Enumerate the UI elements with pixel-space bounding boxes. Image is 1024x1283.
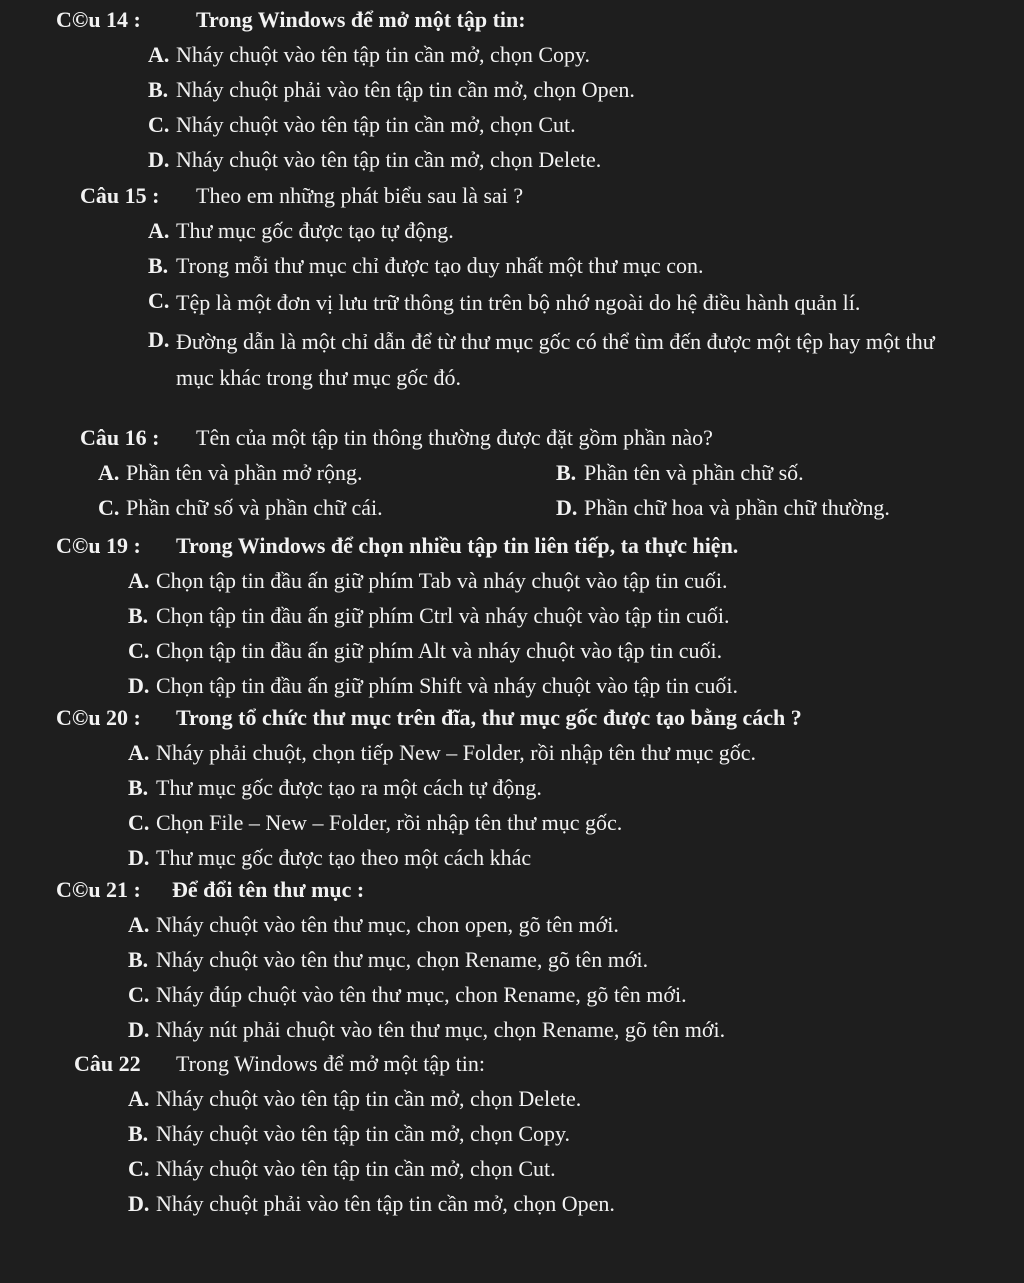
option-letter: D. <box>128 845 150 870</box>
question-header <box>80 422 1014 454</box>
option-d <box>556 492 1014 524</box>
option-c <box>128 635 738 667</box>
option-text: Thư mục gốc được tạo tự động. <box>176 218 454 243</box>
question-15 <box>80 180 968 396</box>
option-letter: D. <box>148 147 170 172</box>
question-number: Câu 22 <box>74 1051 141 1076</box>
options-row <box>98 492 1014 524</box>
option-letter: C. <box>148 112 170 137</box>
option-text: Nháy chuột vào tên tập tin cần mở, chọn Cut. <box>156 1156 556 1181</box>
option-text: Đường dẫn là một chỉ dẫn để từ thư mục gốc có thể tìm đến được một tệp hay một thư mục khác trong thư mục gốc đó. <box>176 329 935 390</box>
option-letter: B. <box>128 603 149 628</box>
option-b <box>128 772 802 804</box>
option-text: Chọn tập tin đầu ấn giữ phím Shift và nháy chuột vào tập tin cuối. <box>156 673 739 698</box>
option-letter: A. <box>148 218 170 243</box>
question-text: Trong Windows để mở một tập tin: <box>176 1051 485 1076</box>
option-text: Phần chữ số và phần chữ cái. <box>126 495 383 520</box>
option-text: Chọn File – New – Folder, rồi nhập tên thư mục gốc. <box>156 810 623 835</box>
question-14 <box>56 4 635 176</box>
option-b <box>148 250 968 282</box>
question-16 <box>80 422 1014 524</box>
option-text: Nháy chuột vào tên tập tin cần mở, chọn Cut. <box>176 112 576 137</box>
option-letter: B. <box>128 947 149 972</box>
option-text: Nháy chuột vào tên tập tin cần mở, chọn Copy. <box>156 1121 571 1146</box>
option-c <box>128 979 725 1011</box>
option-text: Nháy chuột vào tên tập tin cần mở, chọn Delete. <box>176 147 602 172</box>
option-b <box>148 74 635 106</box>
question-22 <box>74 1048 615 1220</box>
question-number: C©u 14 : <box>56 7 141 32</box>
option-letter: C. <box>128 1156 150 1181</box>
question-text: Theo em những phát biểu sau là sai ? <box>196 183 524 208</box>
option-d <box>148 324 968 396</box>
option-letter: A. <box>128 568 150 593</box>
options-row <box>98 457 1014 489</box>
question-text: Tên của một tập tin thông thường được đặt gồm phần nào? <box>196 425 713 450</box>
question-header <box>74 1048 615 1080</box>
question-header <box>80 180 968 212</box>
question-text: Trong Windows để mở một tập tin: <box>196 7 526 32</box>
question-number: C©u 20 : <box>56 705 141 730</box>
option-text: Nháy chuột vào tên tập tin cần mở, chọn Copy. <box>176 42 591 67</box>
option-letter: C. <box>98 495 120 520</box>
option-text: Chọn tập tin đầu ấn giữ phím Tab và nháy chuột vào tập tin cuối. <box>156 568 728 593</box>
option-letter: D. <box>556 495 578 520</box>
option-letter: A. <box>128 912 150 937</box>
question-text: Trong tổ chức thư mục trên đĩa, thư mục gốc được tạo bằng cách ? <box>176 705 802 730</box>
option-letter: B. <box>128 775 149 800</box>
option-letter: A. <box>128 740 150 765</box>
question-header <box>56 530 738 562</box>
option-letter: D. <box>128 1017 150 1042</box>
option-a <box>148 215 968 247</box>
question-number: Câu 16 : <box>80 425 160 450</box>
option-letter: A. <box>98 460 120 485</box>
question-number: Câu 15 : <box>80 183 160 208</box>
option-text: Nháy chuột phải vào tên tập tin cần mở, chọn Open. <box>156 1191 615 1216</box>
option-letter: C. <box>148 288 170 313</box>
question-number: C©u 21 : <box>56 877 141 902</box>
option-a <box>128 909 725 941</box>
option-letter: A. <box>148 42 170 67</box>
option-letter: C. <box>128 638 150 663</box>
option-text: Nháy chuột phải vào tên tập tin cần mở, chọn Open. <box>176 77 635 102</box>
option-text: Chọn tập tin đầu ấn giữ phím Alt và nháy chuột vào tập tin cuối. <box>156 638 723 663</box>
option-a <box>128 565 738 597</box>
option-a <box>128 737 802 769</box>
option-text: Nháy phải chuột, chọn tiếp New – Folder, rồi nhập tên thư mục gốc. <box>156 740 757 765</box>
option-d <box>128 1014 725 1046</box>
option-c <box>128 807 802 839</box>
option-text: Nháy chuột vào tên tập tin cần mở, chọn Delete. <box>156 1086 582 1111</box>
option-text: Nháy chuột vào tên thư mục, chon open, gõ tên mới. <box>156 912 619 937</box>
question-21 <box>56 874 725 1046</box>
option-d <box>128 670 738 702</box>
question-20 <box>56 702 802 874</box>
question-header <box>56 702 802 734</box>
option-letter: C. <box>128 982 150 1007</box>
option-d <box>148 144 635 176</box>
option-d <box>128 1188 615 1220</box>
option-letter: B. <box>148 253 169 278</box>
option-text: Nháy nút phải chuột vào tên thư mục, chọn Rename, gõ tên mới. <box>156 1017 726 1042</box>
option-b <box>128 1118 615 1150</box>
option-a <box>148 39 635 71</box>
option-text: Thư mục gốc được tạo theo một cách khác <box>156 845 532 870</box>
option-c <box>128 1153 615 1185</box>
option-text: Nháy chuột vào tên thư mục, chọn Rename, gõ tên mới. <box>156 947 649 972</box>
option-c <box>148 285 968 321</box>
option-a <box>98 457 556 489</box>
option-d <box>128 842 802 874</box>
option-letter: C. <box>128 810 150 835</box>
option-letter: B. <box>148 77 169 102</box>
option-text: Thư mục gốc được tạo ra một cách tự động. <box>156 775 542 800</box>
option-c <box>148 109 635 141</box>
option-text: Nháy đúp chuột vào tên thư mục, chon Rename, gõ tên mới. <box>156 982 687 1007</box>
option-a <box>128 1083 615 1115</box>
option-b <box>128 944 725 976</box>
option-text: Phần tên và phần chữ số. <box>584 460 804 485</box>
option-letter: D. <box>128 1191 150 1216</box>
question-text: Trong Windows để chọn nhiều tập tin liên tiếp, ta thực hiện. <box>176 533 739 558</box>
option-letter: B. <box>128 1121 149 1146</box>
option-text: Phần chữ hoa và phần chữ thường. <box>584 495 890 520</box>
option-letter: D. <box>128 673 150 698</box>
option-letter: A. <box>128 1086 150 1111</box>
option-text: Chọn tập tin đầu ấn giữ phím Ctrl và nháy chuột vào tập tin cuối. <box>156 603 730 628</box>
option-text: Trong mỗi thư mục chỉ được tạo duy nhất một thư mục con. <box>176 253 704 278</box>
option-b <box>128 600 738 632</box>
option-letter: D. <box>148 327 170 352</box>
option-text: Tệp là một đơn vị lưu trữ thông tin trên bộ nhớ ngoài do hệ điều hành quản lí. <box>176 290 861 315</box>
option-letter: B. <box>556 460 577 485</box>
option-c <box>98 492 556 524</box>
option-b <box>556 457 1014 489</box>
question-number: C©u 19 : <box>56 533 141 558</box>
question-text: Để đổi tên thư mục : <box>172 877 365 902</box>
question-19 <box>56 530 738 702</box>
question-header <box>56 4 635 36</box>
question-header <box>56 874 725 906</box>
option-text: Phần tên và phần mở rộng. <box>126 460 363 485</box>
